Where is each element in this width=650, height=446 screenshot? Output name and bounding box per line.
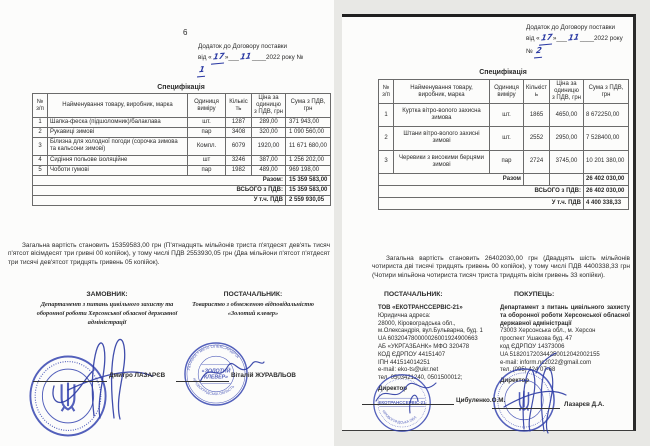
cell-name: Чоботи гумові <box>48 165 188 175</box>
buyer-detail-line: e-mail: inform.nc2022@gmail.com <box>500 359 592 366</box>
total-label: У т.ч. ПДВ <box>379 197 584 209</box>
table-row <box>379 150 629 173</box>
cell-unit: шт. <box>490 127 524 150</box>
stamp-ring-bottom-text: КІРОВОГРАДСЬКА ОБЛ. <box>381 409 418 425</box>
supplier-signer-name: Цибуленко.О.М. <box>456 397 506 404</box>
number-label: № <box>526 48 533 56</box>
cell-sum: 10 201 380,00 <box>584 150 629 173</box>
appendix-header-line1: Додаток до Договору поставки <box>198 43 288 50</box>
col-header-no: № з/п <box>379 80 394 104</box>
cell-price: 489,00 <box>252 165 286 175</box>
cell-name: Рукавиці зимові <box>48 128 188 138</box>
cell-qty: 1287 <box>226 118 252 128</box>
customer-block <box>28 291 186 327</box>
total-value: 4 400 338,33 <box>584 197 629 209</box>
col-header-name: Найменування товару, виробник, марка <box>394 80 490 104</box>
total-row <box>379 173 629 185</box>
table-row <box>33 138 331 155</box>
buyer-company-name: Департамент з питань цивільного захисту та оборонної роботи Херсонської обласної державної адміністрації <box>500 305 630 327</box>
buyer-detail-line: UA 518201720344250012042002155 <box>500 351 600 358</box>
table-row <box>33 128 331 138</box>
table-row <box>33 118 331 128</box>
total-value: 26 402 030,00 <box>584 185 629 197</box>
cell-no: 1 <box>379 104 394 127</box>
col-header-unit: Одиниця виміру <box>188 94 226 118</box>
cell-name: Штани вітро-волого захисні зимові <box>394 127 490 150</box>
customer-name: Департамент з питань цивільного захисту та оборонної роботи Херсонської обласної державної адміністрації <box>36 301 178 326</box>
table-header-row <box>379 80 629 104</box>
total-row <box>33 175 331 185</box>
cell-qty: 3246 <box>226 155 252 165</box>
cell-qty: 1865 <box>524 104 550 127</box>
supplier-detail-line: АБ «УКРГАЗБАНК» МФО 320478 <box>378 343 470 350</box>
total-cost-paragraph: Загальна вартість становить 15359583,00 грн (П'ятнадцять мільйонів триста п'ятдесят дев'ять тисяч п'ятсот вісімдесят три гривні 00 копійок), у тому числі ПДВ 2553930,05 грн (Два мільйони п'ятсот п'ятдесят три тисячі дев'ятсот тридцять гривень 05 копійок). <box>8 242 330 266</box>
cell-no: 1 <box>33 118 48 128</box>
supplier-detail-line: ІПН 441514014251 <box>378 359 431 366</box>
cell-price: 4650,00 <box>550 104 584 127</box>
supplier-detail-line: UA 603204780000026001924900663 <box>378 336 478 343</box>
quote-close: » <box>552 35 557 43</box>
empty-cell <box>524 173 550 185</box>
cell-no: 4 <box>33 155 48 165</box>
buyer-role-label: Директор <box>500 377 530 385</box>
col-header-price: Ціна за одиницю з ПДВ, грн <box>550 80 584 104</box>
handwritten-doc-number: 1 <box>197 64 207 78</box>
cell-name: Шапка-феска (підшоломник)/балаклава <box>48 118 188 128</box>
buyer-detail-line: код ЄДРПОУ 14373006 <box>500 343 565 350</box>
cell-price: 387,00 <box>252 155 286 165</box>
cell-no: 3 <box>379 150 394 173</box>
cell-sum: 11 671 680,00 <box>286 138 331 155</box>
stamp-center-text: ЕКОТРАНССЕРВІС-21 <box>378 400 426 406</box>
cell-unit: шт. <box>490 104 524 127</box>
cell-sum: 8 672250,00 <box>584 104 629 127</box>
total-row <box>379 197 629 209</box>
stamp-center-text-2: КЛЕВЕР» <box>204 374 228 381</box>
col-header-no: № з/п <box>33 94 48 118</box>
supplier-signer-name: Віталій ЖУРАВЛЬОВ <box>231 372 296 379</box>
cell-sum: 1 090 560,00 <box>286 128 331 138</box>
cell-price: 1920,00 <box>252 138 286 155</box>
cell-price: 320,00 <box>252 128 286 138</box>
year-label: 2022 року <box>594 35 623 43</box>
cell-sum: 7 528400,00 <box>584 127 629 150</box>
stamp-ring-bottom-text: КІРОВОГРАДСЬКА ОБЛАСТЬ <box>191 377 236 397</box>
cell-no: 2 <box>379 127 394 150</box>
total-label: ВСЬОГО з ПДВ: <box>33 185 286 195</box>
cell-qty: 3408 <box>226 128 252 138</box>
cell-unit: шт <box>188 155 226 165</box>
cell-no: 2 <box>33 128 48 138</box>
cell-qty: 1982 <box>226 165 252 175</box>
specification-title: Специфікація <box>157 84 205 91</box>
supplier-title: ПОСТАЧАЛЬНИК: <box>384 291 443 298</box>
cell-no: 3 <box>33 138 48 155</box>
cell-qty: 2552 <box>524 127 550 150</box>
col-header-sum: Сума з ПДВ, грн <box>584 80 629 104</box>
total-label: ВСЬОГО з ПДВ: <box>379 185 584 197</box>
table-row <box>379 127 629 150</box>
specification-table <box>378 79 629 210</box>
empty-cell <box>550 173 584 185</box>
cell-sum: 1 256 202,00 <box>286 155 331 165</box>
supplier-name: Товариство з обмеженою відповідальністю «Золотий клевер» <box>192 301 314 317</box>
col-header-qty: Кількість <box>226 94 252 118</box>
customer-signer-name: Дмитро ЛАЗАРЄВ <box>109 372 166 379</box>
year-label: 2022 року № <box>266 54 304 62</box>
blank-line: ___ <box>556 35 567 43</box>
buyer-detail-line: проспект Ушакова буд. 47 <box>500 336 573 343</box>
from-label: від « <box>526 35 540 43</box>
signature-line <box>362 404 454 405</box>
total-row <box>379 185 629 197</box>
total-row <box>33 185 331 195</box>
table-row <box>379 104 629 127</box>
appendix-header-line1: Додаток до Договору поставки <box>526 24 616 31</box>
supplier-company-name: ТОВ «ЕКОТРАНССЕРВІС-21» <box>378 305 463 311</box>
cell-name: Куртка вітро-волого захисна зимова <box>394 104 490 127</box>
handwritten-month: 11 <box>567 32 580 43</box>
supplier-title: ПОСТАЧАЛЬНИК: <box>223 291 283 298</box>
cell-unit: Компл. <box>188 138 226 155</box>
buyer-detail-line: тел. (095) 424 07-68 <box>500 367 556 374</box>
supplier-detail-line: КОД ЄДРПОУ 44151407 <box>378 351 446 358</box>
supplier-detail-line: e-mail: eko-ts@ukr.net <box>378 367 439 374</box>
specification-table <box>32 93 331 206</box>
total-label: Разом <box>379 173 524 185</box>
supplier-detail-line: м.Олександрія, вул.Бульварна, буд. 1 <box>378 328 483 335</box>
appendix-header <box>526 23 630 58</box>
col-header-price: Ціна за одиницю з ПДВ, грн <box>252 94 286 118</box>
appendix-header <box>198 42 332 77</box>
from-label: від « <box>198 54 212 62</box>
buyer-title: ПОКУПЕЦЬ: <box>514 291 555 298</box>
total-label: У т.ч. ПДВ <box>33 195 286 205</box>
blank-line: ____ <box>251 54 266 62</box>
cell-name: Сидіння польове ізоляційне <box>48 155 188 165</box>
cell-sum: 371 943,00 <box>286 118 331 128</box>
appendix-header-line3 <box>198 64 332 77</box>
customer-title: ЗАМОВНИК: <box>86 291 128 298</box>
buyer-signer-name: Лазарєв Д.А. <box>564 401 605 408</box>
signature-line <box>33 381 107 382</box>
signature-lazariev <box>490 351 574 439</box>
appendix-header-line2 <box>526 32 630 45</box>
total-value: 2 559 930,05 <box>286 195 331 205</box>
total-row <box>33 195 331 205</box>
supplier-role-label: Директор <box>378 384 408 392</box>
signature-tsybulenko <box>366 367 458 423</box>
appendix-header-line3 <box>526 45 630 58</box>
stamp-ring-top-text: УКРАЇНА • місто ОЛЕКСАНДРІЯ <box>185 343 241 371</box>
total-value: 15 359 583,00 <box>286 175 331 185</box>
supplier-detail-line: Юридична адреса: <box>378 312 431 319</box>
handwritten-doc-number: 2 <box>533 45 543 59</box>
document-page-appendix-2 <box>342 14 636 431</box>
supplier-block <box>190 291 316 319</box>
total-cost-paragraph: Загальна вартість становить 26402030,00 грн (Двадцять шість мільйонів чотириста дві тисячі тридцять гривень 00 копійок), у тому числі ПДВ 4400338,33 грн (Чотири мільйона чотириста тисяч триста тридцять вісім гривень 33 копійки). <box>372 255 630 279</box>
cell-no: 5 <box>33 165 48 175</box>
specification-title: Специфікація <box>479 69 527 76</box>
table-row <box>33 165 331 175</box>
cell-name: Білизна для холодної погоди (сорочка зимова та кальсони зимові) <box>48 138 188 155</box>
handwritten-month: 11 <box>239 51 252 62</box>
cell-price: 289,00 <box>252 118 286 128</box>
page-number: 6 <box>183 28 188 37</box>
signature-line <box>176 381 229 382</box>
col-header-unit: Одиниця виміру <box>490 80 524 104</box>
col-header-name: Найменування товару, виробник, марка <box>48 94 188 118</box>
blank-line: ___ <box>228 54 239 62</box>
signature-line <box>492 408 560 409</box>
cell-unit: шт. <box>188 118 226 128</box>
handwritten-day: 17 <box>211 51 226 65</box>
cell-price: 3745,00 <box>550 150 584 173</box>
cell-unit: пар <box>490 150 524 173</box>
col-header-qty: Кількість <box>524 80 550 104</box>
buyer-detail-line: 73003 Херсонська обл., м. Херсон <box>500 328 596 335</box>
cell-qty: 6079 <box>226 138 252 155</box>
supplier-detail-line: 28000, Кіровоградська обл., <box>378 320 456 327</box>
col-header-sum: Сума з ПДВ, грн <box>286 94 331 118</box>
total-value: 15 359 583,00 <box>286 185 331 195</box>
stamp-center-text-1: «ЗОЛОТИЙ <box>201 368 231 375</box>
table-header-row <box>33 94 331 118</box>
cell-sum: 969 198,00 <box>286 165 331 175</box>
total-value: 26 402 030,00 <box>584 173 629 185</box>
cell-name: Черевики з високими берцями зимові <box>394 150 490 173</box>
cell-unit: пар <box>188 165 226 175</box>
supplier-detail-line: тел. 0503421240, 0501500012; <box>378 375 463 382</box>
blank-line: ____ <box>579 35 594 43</box>
table-row <box>33 155 331 165</box>
handwritten-day: 17 <box>539 32 554 46</box>
cell-unit: пар <box>188 128 226 138</box>
cell-qty: 2724 <box>524 150 550 173</box>
cell-price: 2950,00 <box>550 127 584 150</box>
appendix-header-line2 <box>198 51 332 64</box>
total-label: Разом: <box>33 175 286 185</box>
quote-close: » <box>224 54 229 62</box>
